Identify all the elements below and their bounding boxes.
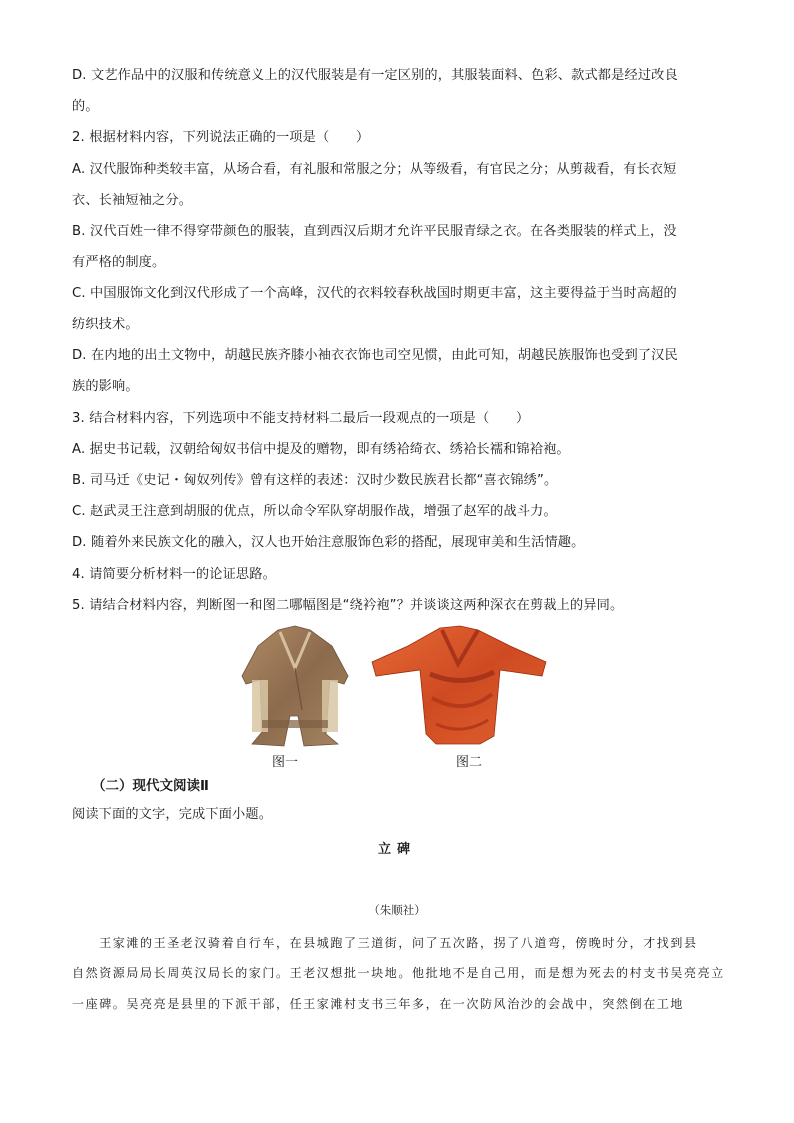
story-paragraph-line2: 自然资源局局长周英汉局长的家门。王老汉想批一块地。他批地不是自己用，而是想为死去的村支书吴亮亮立 (72, 966, 725, 980)
question-5-stem: 5. 请结合材料内容，判断图一和图二哪幅图是“绕衿袍”？并谈谈这两种深衣在剪裁上的异同。 (72, 598, 624, 613)
q3-option-c: C. 赵武灵王注意到胡服的优点，所以命令军队穿胡服作战，增强了赵军的战斗力。 (72, 504, 557, 519)
figure-2-robe-image (370, 624, 548, 748)
q2-option-a-line1: A. 汉代服饰种类较丰富，从场合看，有礼服和常服之分；从等级看，有官民之分；从剪裁看，有长衣短 (72, 162, 677, 177)
figure-2-caption: 图二 (456, 755, 483, 770)
q3-option-d: D. 随着外来民族文化的融入，汉人也开始注意服饰色彩的搭配，展现审美和生活情趣。 (72, 535, 585, 550)
q2-option-b-line1: B. 汉代百姓一律不得穿带颜色的服装，直到西汉后期才允许平民服青绿之衣。在各类服装的样式上，没 (72, 224, 677, 239)
q1-option-d-line1: D. 文艺作品中的汉服和传统意义上的汉代服装是有一定区别的，其服装面料、色彩、款式都是经过改良 (72, 68, 678, 83)
figure-1-caption: 图一 (272, 755, 299, 770)
q2-option-a-line2: 衣、长袖短袖之分。 (72, 193, 193, 208)
story-author: （朱顺社） (368, 903, 426, 917)
q2-option-d-line2: 族的影响。 (72, 379, 139, 394)
question-3-stem: 3. 结合材料内容，下列选项中不能支持材料二最后一段观点的一项是（ ） (72, 411, 530, 426)
question-4-stem: 4. 请简要分析材料一的论证思路。 (72, 567, 276, 582)
question-2-stem: 2. 根据材料内容，下列说法正确的一项是（ ） (72, 130, 370, 145)
section-heading: （二）现代文阅读Ⅱ (92, 778, 209, 794)
story-paragraph-line1: 王家滩的王圣老汉骑着自行车，在县城跑了三道街，问了五次路，拐了八道弯，傍晚时分，才找到县 (72, 936, 698, 950)
q2-option-c-line2: 纺织技术。 (72, 317, 139, 332)
q1-option-d-line2: 的。 (72, 99, 99, 114)
reading-instruction: 阅读下面的文字，完成下面小题。 (72, 807, 273, 822)
q2-option-b-line2: 有严格的制度。 (72, 255, 166, 270)
story-title: 立碑 (377, 842, 416, 857)
q3-option-b: B. 司马迁《史记・匈奴列传》曾有这样的表述：汉时少数民族君长都“喜衣锦绣”。 (72, 473, 558, 488)
q2-option-d-line1: D. 在内地的出土文物中，胡越民族齐膝小袖衣衣饰也司空见惯，由此可知，胡越民族服饰也受到了汉民 (72, 348, 678, 363)
story-paragraph-line3: 一座碑。吴亮亮是县里的下派干部，任王家滩村支书三年多，在一次防风治沙的会战中，突然倒在工地 (72, 997, 685, 1011)
figure-1-robe-image (240, 624, 350, 748)
q2-option-c-line1: C. 中国服饰文化到汉代形成了一个高峰，汉代的衣料较春秋战国时期更丰富，这主要得益于当时高超的 (72, 286, 677, 301)
q3-option-a: A. 据史书记载，汉朝给匈奴书信中提及的赠物，即有绣袷绮衣、绣袷长襦和锦袷袍。 (72, 442, 570, 457)
